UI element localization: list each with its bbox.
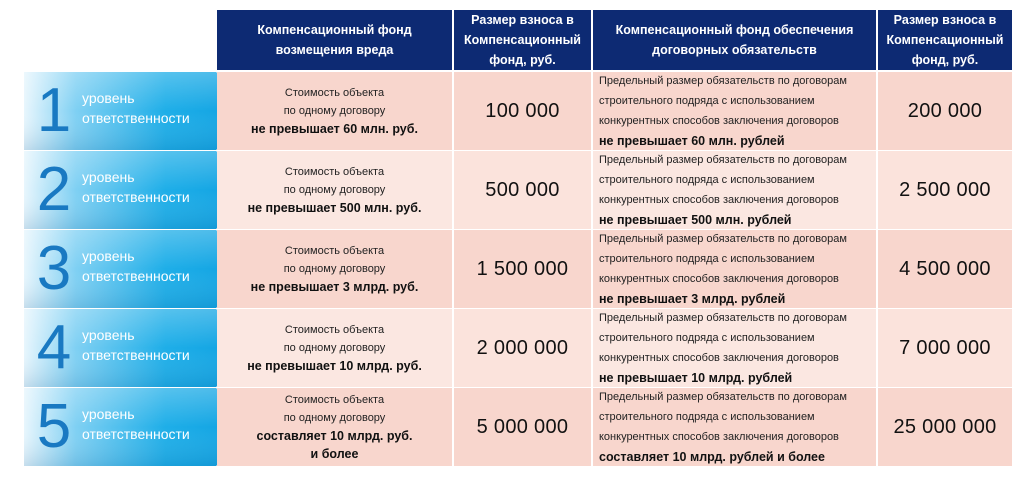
condition-text: конкурентных способов заключения договоров [599,352,839,364]
condition-limit: не превышает 60 млн. руб. [251,122,418,136]
table-row [217,72,1012,150]
condition-text: Стоимость объекта [284,324,385,336]
harm-fund-condition [217,388,452,466]
condition-text: Стоимость объекта [284,245,385,257]
harm-fund-fee: 500 000 [454,151,591,229]
harm-fund-condition [217,230,452,308]
condition-text: строительного подряда с использованием [599,332,815,344]
harm-fund-fee: 1 500 000 [454,230,591,308]
harm-fund-fee: 100 000 [454,72,591,150]
table-row [217,309,1012,387]
contract-fund-fee: 200 000 [878,72,1012,150]
condition-text: Стоимость объекта [284,87,385,99]
level-label: уровень ответственности [82,248,190,284]
contract-fund-condition [593,151,876,229]
harm-fund-fee: 5 000 000 [454,388,591,466]
condition-limit: не превышает 3 млрд. руб. [250,280,419,294]
condition-text: строительного подряда с использованием [599,95,815,107]
condition-text: по одному договору [283,263,386,275]
header-contract-fund: Компенсационный фонд обеспечения договорных обязательств [593,10,876,70]
condition-limit: не превышает 500 млн. руб. [247,201,422,215]
contract-fund-condition [593,72,876,150]
condition-limit: и более [310,447,359,461]
level-label: уровень ответственности [82,406,190,442]
contract-fund-fee: 2 500 000 [878,151,1012,229]
condition-limit: не превышает 10 млрд. руб. [247,359,422,373]
condition-text: строительного подряда с использованием [599,411,815,423]
condition-limit: не превышает 500 млн. рублей [599,213,792,227]
header-harm-fee: Размер взноса в Компенсационный фонд, руб. [454,10,591,70]
condition-text: Предельный размер обязательств по договорам [599,312,847,324]
harm-fund-condition [217,72,452,150]
contract-fund-condition [593,388,876,466]
condition-text: Стоимость объекта [284,394,385,406]
table-header [217,10,1012,70]
contract-fund-fee: 4 500 000 [878,230,1012,308]
condition-text: Предельный размер обязательств по договорам [599,154,847,166]
condition-text: строительного подряда с использованием [599,174,815,186]
level-number: 3 [36,234,72,303]
contract-fund-fee: 25 000 000 [878,388,1012,466]
condition-text: Предельный размер обязательств по договорам [599,233,847,245]
condition-limit: составляет 10 млрд. рублей и более [599,450,825,464]
contract-fund-condition [593,230,876,308]
harm-fund-fee: 2 000 000 [454,309,591,387]
harm-fund-condition [217,151,452,229]
condition-text: Предельный размер обязательств по договорам [599,75,847,87]
condition-text: строительного подряда с использованием [599,253,815,265]
table-row [217,151,1012,229]
condition-text: Стоимость объекта [284,166,385,178]
table-row [217,388,1012,466]
harm-fund-condition [217,309,452,387]
contract-fund-fee: 7 000 000 [878,309,1012,387]
condition-text: конкурентных способов заключения договоров [599,273,839,285]
level-number: 2 [36,155,72,224]
level-number: 4 [36,313,72,382]
contract-fund-condition [593,309,876,387]
condition-text: Предельный размер обязательств по договорам [599,391,847,403]
condition-text: по одному договору [283,342,386,354]
level-number: 1 [36,76,72,145]
condition-limit: не превышает 3 млрд. рублей [599,292,786,306]
condition-text: конкурентных способов заключения договоров [599,194,839,206]
condition-text: по одному договору [283,184,386,196]
header-contract-fee: Размер взноса в Компенсационный фонд, руб. [878,10,1012,70]
level-label: уровень ответственности [82,327,190,363]
condition-text: по одному договору [283,105,386,117]
header-harm-fund: Компенсационный фонд возмещения вреда [217,10,452,70]
condition-text: конкурентных способов заключения договоров [599,115,839,127]
condition-limit: составляет 10 млрд. руб. [256,429,413,443]
condition-limit: не превышает 10 млрд. рублей [599,371,793,385]
condition-limit: не превышает 60 млн. рублей [599,134,785,148]
table-row [217,230,1012,308]
condition-text: конкурентных способов заключения договоров [599,431,839,443]
condition-text: по одному договору [283,412,386,424]
level-number: 5 [36,392,72,461]
level-label: уровень ответственности [82,169,190,205]
table-body [217,72,1012,467]
level-label: уровень ответственности [82,90,190,126]
